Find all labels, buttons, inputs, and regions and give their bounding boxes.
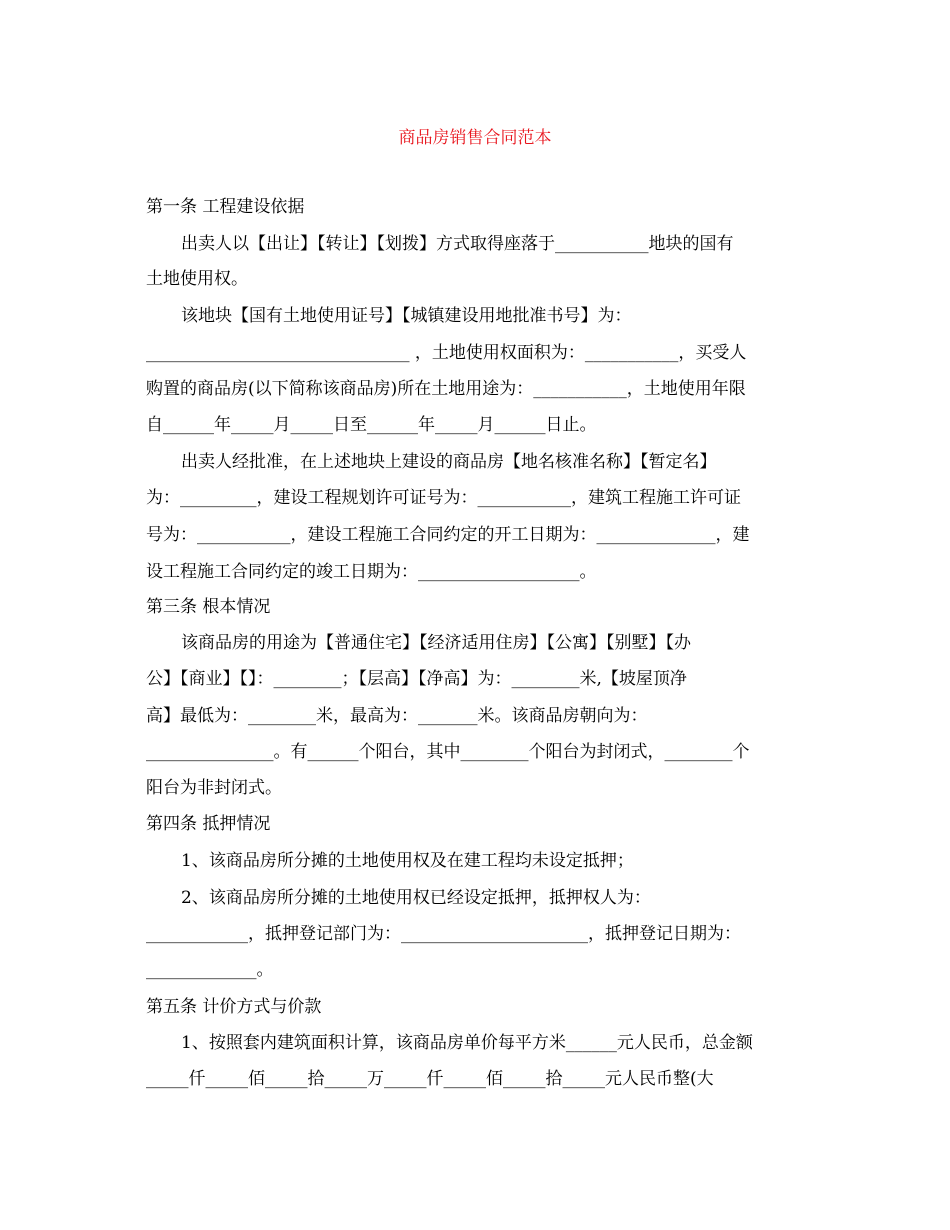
paragraph-line: 为：_________，建设工程规划许可证号为：___________，建筑工程施工许可证 <box>146 488 741 508</box>
document-title: 商品房销售合同范本 <box>398 128 552 148</box>
section-heading-4: 第四条 抵押情况 <box>146 814 271 834</box>
paragraph-line: 1、按照套内建筑面积计算，该商品房单价每平方米______元人民币，总金额 <box>181 1033 753 1053</box>
paragraph-line: 公】【商业】【】：________；【层高】【净高】为：________米,【坡屋顶净 <box>146 669 687 689</box>
paragraph-line: _______________________________ ，土地使用权面积为：___________，买受人 <box>146 343 747 363</box>
section-heading-1: 第一条 工程建设依据 <box>146 197 305 217</box>
paragraph-line: 该地块【国有土地使用证号】【城镇建设用地批准书号】为： <box>181 306 632 326</box>
section-heading-5: 第五条 计价方式与价款 <box>146 997 322 1017</box>
paragraph-line: 1、该商品房所分摊的土地使用权及在建工程均未设定抵押； <box>181 851 634 871</box>
paragraph-line: 购置的商品房(以下简称该商品房)所在土地用途为：___________，土地使用年限 <box>146 379 746 399</box>
paragraph-line: 高】最低为：________米，最高为：_______米。该商品房朝向为： <box>146 706 648 726</box>
paragraph-line: 阳台为非封闭式。 <box>146 778 282 798</box>
paragraph-line: 该商品房的用途为【普通住宅】【经济适用住房】【公寓】【别墅】【办 <box>181 633 691 653</box>
paragraph-line: _____仟_____佰_____拾_____万_____仟_____佰_____拾_____元人民币整(大 <box>146 1069 714 1089</box>
paragraph-line: _____________。 <box>146 960 274 980</box>
section-heading-3: 第三条 根本情况 <box>146 597 271 617</box>
paragraph-line: 出卖人经批准，在上述地块上建设的商品房【地名核准名称】【暂定名】 <box>181 452 717 472</box>
paragraph-line: 土地使用权。 <box>146 269 248 289</box>
paragraph-line: 出卖人以【出让】【转让】【划拨】方式取得座落于___________地块的国有 <box>181 234 734 254</box>
paragraph-line: 号为：___________，建设工程施工合同约定的开工日期为：______________，建 <box>146 525 750 545</box>
paragraph-line: 自______年_____月_____日至______年_____月______日止。 <box>146 415 597 435</box>
paragraph-line: 设工程施工合同约定的竣工日期为：___________________。 <box>146 562 597 582</box>
paragraph-line: _______________。有______个阳台，其中________个阳台为封闭式，________个 <box>146 742 750 762</box>
paragraph-line: ____________，抵押登记部门为：______________________，抵押登记日期为： <box>146 924 741 944</box>
paragraph-line: 2、该商品房所分摊的土地使用权已经设定抵押，抵押权人为： <box>181 888 651 908</box>
